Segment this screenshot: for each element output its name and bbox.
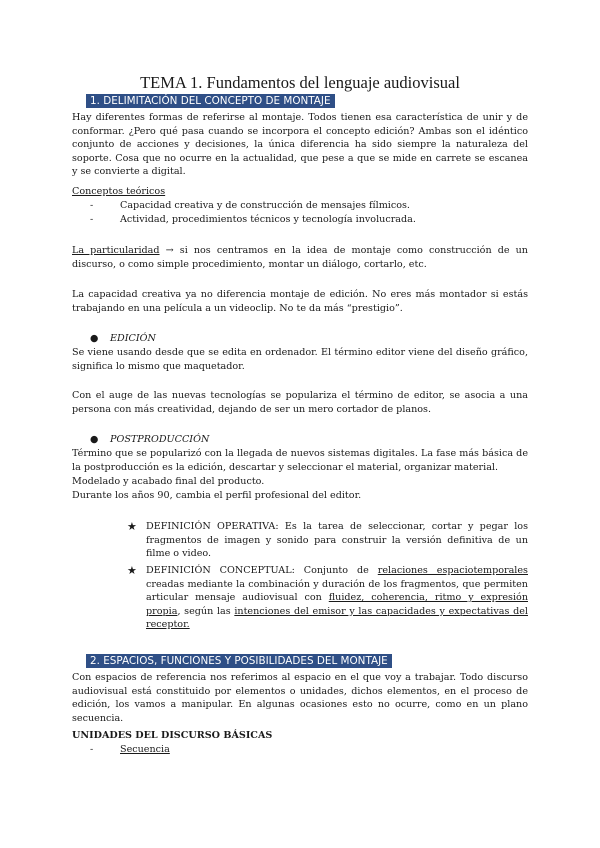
section-2-heading-wrap	[86, 654, 392, 669]
list-item: - Capacidad creativa y de construcción de mensajes fílmicos.	[90, 199, 520, 213]
definicion-conceptual-item	[127, 564, 528, 632]
underlined-run: intenciones del emisor y las capacidades y expectativas del receptor.	[146, 605, 528, 631]
postproduccion-line-3: Durante los años 90, cambia el perfil profesional del editor.	[72, 490, 362, 501]
unit-label: Secuencia	[120, 744, 170, 755]
units-list	[90, 743, 520, 757]
text-run: creadas mediante la combinación y duración de los fragmentos, que permiten articular mensaje audiovisual con	[146, 578, 528, 604]
section-2-heading: 2. ESPACIOS, FUNCIONES Y POSIBILIDADES DEL MONTAJE	[86, 654, 392, 668]
document-title: TEMA 1. Fundamentos del lenguaje audiovisual	[140, 73, 460, 92]
concepts-list	[90, 199, 520, 226]
star-icon: ★	[127, 564, 137, 577]
postproduccion-heading	[90, 433, 209, 447]
auge-paragraph: Con el auge de las nuevas tecnologías se populariza el término de editor, se asocia a una persona con más creatividad, dejando de ser un mero cortador de planos.	[72, 390, 528, 415]
section-1-intro: Hay diferentes formas de referirse al montaje. Todos tienen esa característica de unir y de conformar. ¿Pero qué pasa cuando se incorpora el concepto edición? Ambas son el idéntico conjunto de acciones y decisiones, la única diferencia ha sido siempre la naturaleza del soporte. Cosa que no ocurre en la actualidad, que pese a que se mide en carrete se escanea y se convierte a digital.	[72, 112, 528, 178]
arrow-icon: →	[165, 245, 174, 256]
bullet-icon: ●	[90, 333, 99, 344]
definicion-operativa-text: DEFINICIÓN OPERATIVA: Es la tarea de seleccionar, cortar y pegar los fragmentos de imagen y sonido para construir la versión definitiva de un filme o video.	[146, 521, 528, 560]
text-run: DEFINICIÓN CONCEPTUAL: Conjunto de	[146, 565, 378, 576]
capacidad-paragraph: La capacidad creativa ya no diferencia montaje de edición. No eres más montador si estás trabajando en una película a un videoclip. No te da más “prestigio”.	[72, 289, 528, 314]
list-item	[90, 743, 520, 757]
postproduccion-paragraph: Término que se popularizó con la llegada de nuevos sistemas digitales. La fase más básica de la postproducción es la edición, descartar y seleccionar el material, organizar material.	[72, 448, 528, 473]
list-item: - Actividad, procedimientos técnicos y tecnología involucrada.	[90, 213, 520, 227]
particularidad-paragraph	[72, 244, 528, 271]
underlined-run: fluidez, coherencia, ritmo y expresión propia	[146, 592, 528, 617]
particularidad-text: si nos centramos en la idea de montaje como construcción de un discurso, o como simple procedimiento, montar un diálogo, cortarlo, etc.	[72, 245, 528, 270]
definicion-conceptual-text	[146, 564, 528, 632]
section-1-heading: 1. DELIMITACIÓN DEL CONCEPTO DE MONTAJE	[86, 94, 335, 108]
units-heading: UNIDADES DEL DISCURSO BÁSICAS	[72, 730, 273, 741]
postproduccion-line-2: Modelado y acabado final del producto.	[72, 476, 265, 487]
edicion-paragraph: Se viene usando desde que se edita en ordenador. El término editor viene del diseño gráfico, significa lo mismo que maquetador.	[72, 347, 528, 372]
section-1-heading-wrap	[86, 94, 335, 109]
bullet-icon: ●	[90, 434, 99, 445]
underlined-run: relaciones espaciotemporales	[377, 565, 528, 576]
section-2-intro: Con espacios de referencia nos referimos al espacio en el que voy a trabajar. Todo discurso audiovisual está constituido por elementos o unidades, dichos elementos, en el proceso de edición, los vamos a manipular. En algunas ocasiones esto no ocurre, como en un plano secuencia.	[72, 672, 528, 724]
particularidad-label: La particularidad	[72, 245, 160, 256]
definicion-operativa-item	[127, 520, 528, 561]
concepts-label: Conceptos teóricos	[72, 186, 166, 197]
postproduccion-label: POSTPRODUCCIÓN	[110, 434, 210, 445]
edicion-heading	[90, 332, 156, 346]
star-icon: ★	[127, 520, 137, 533]
text-run: , según las	[177, 605, 235, 617]
edicion-label: EDICIÓN	[110, 333, 156, 344]
